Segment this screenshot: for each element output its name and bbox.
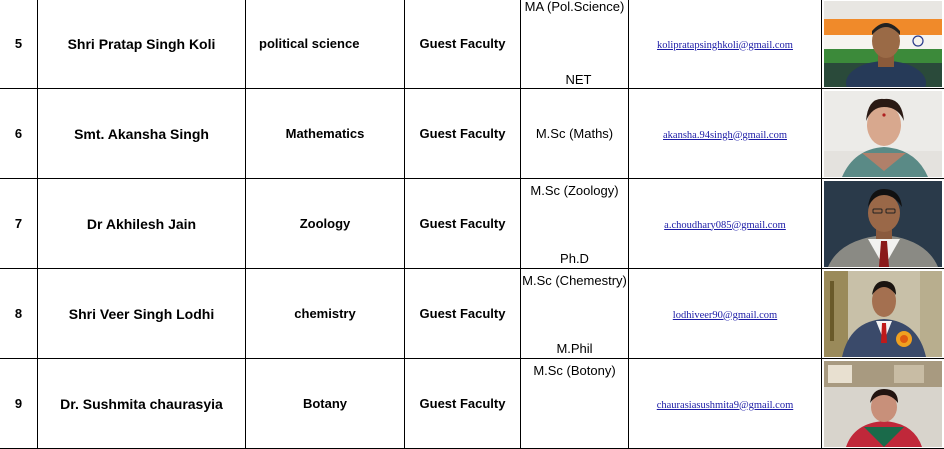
- photo-cell: [822, 89, 944, 179]
- email-link[interactable]: lodhiveer90@gmail.com: [673, 310, 777, 321]
- table-row: [0, 359, 944, 449]
- faculty-designation: Guest Faculty: [405, 89, 521, 179]
- photo-portrait-man-suit: [824, 181, 942, 267]
- email-link[interactable]: kolipratapsinghkoli@gmail.com: [657, 40, 793, 51]
- serial-number: 8: [0, 269, 38, 359]
- photo-cell: [822, 359, 944, 449]
- qualification-primary: M.Sc (Maths): [521, 126, 628, 141]
- faculty-photo: [824, 271, 942, 357]
- faculty-name: Shri Pratap Singh Koli: [38, 0, 246, 89]
- photo-cell: [822, 269, 944, 359]
- faculty-photo: [824, 181, 942, 267]
- email-cell: [629, 359, 822, 449]
- photo-portrait-man-flag: [824, 1, 942, 87]
- qualification-cell: [521, 179, 629, 269]
- faculty-subject: Mathematics: [246, 89, 405, 179]
- photo-cell: [822, 0, 944, 89]
- faculty-photo: [824, 91, 942, 177]
- photo-portrait-woman: [824, 91, 942, 177]
- email-cell: [629, 179, 822, 269]
- table-row: [0, 89, 944, 179]
- email-cell: [629, 269, 822, 359]
- table-row: [0, 269, 944, 359]
- email-cell: [629, 0, 822, 89]
- qualification-cell: [521, 269, 629, 359]
- serial-number: 9: [0, 359, 38, 449]
- faculty-name: Dr Akhilesh Jain: [38, 179, 246, 269]
- qualification-primary: M.Sc (Botony): [521, 363, 628, 378]
- qualification-secondary: M.Phil: [521, 341, 628, 356]
- email-link[interactable]: akansha.94singh@gmail.com: [663, 130, 787, 141]
- serial-number: 5: [0, 0, 38, 89]
- serial-number: 6: [0, 89, 38, 179]
- faculty-subject: chemistry: [246, 269, 405, 359]
- table-row: [0, 179, 944, 269]
- faculty-name: Smt. Akansha Singh: [38, 89, 246, 179]
- faculty-name: Shri Veer Singh Lodhi: [38, 269, 246, 359]
- faculty-subject: Botany: [246, 359, 405, 449]
- qualification-cell: [521, 0, 629, 89]
- qualification-primary: MA (Pol.Science): [521, 0, 628, 14]
- faculty-designation: Guest Faculty: [405, 179, 521, 269]
- qualification-primary: M.Sc (Zoology): [521, 183, 628, 198]
- qualification-cell: [521, 89, 629, 179]
- faculty-name: Dr. Sushmita chaurasyia: [38, 359, 246, 449]
- qualification-secondary: Ph.D: [521, 251, 628, 266]
- email-cell: [629, 89, 822, 179]
- faculty-subject: political science: [246, 0, 405, 89]
- serial-number: 7: [0, 179, 38, 269]
- table-row: [0, 0, 944, 89]
- qualification-primary: M.Sc (Chemestry): [521, 273, 628, 288]
- qualification-cell: [521, 359, 629, 449]
- photo-portrait-man-garland: [824, 271, 942, 357]
- email-link[interactable]: a.choudhary085@gmail.com: [664, 220, 786, 231]
- faculty-photo: [824, 361, 942, 447]
- photo-cell: [822, 179, 944, 269]
- faculty-photo: [824, 1, 942, 87]
- faculty-subject: Zoology: [246, 179, 405, 269]
- photo-portrait-woman-saree: [824, 361, 942, 447]
- qualification-secondary: NET: [521, 72, 628, 87]
- faculty-designation: Guest Faculty: [405, 0, 521, 89]
- email-link[interactable]: chaurasiasushmita9@gmail.com: [657, 400, 794, 411]
- faculty-designation: Guest Faculty: [405, 269, 521, 359]
- faculty-designation: Guest Faculty: [405, 359, 521, 449]
